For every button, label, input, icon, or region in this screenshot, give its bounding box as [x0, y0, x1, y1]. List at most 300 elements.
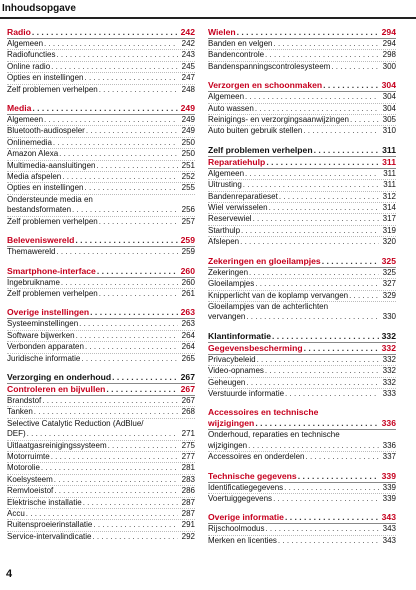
toc-entry-page: 277 [181, 451, 195, 461]
dot-leader [304, 343, 379, 354]
toc-entry[interactable] [7, 161, 195, 172]
section-title-label: Smartphone-interface [7, 265, 96, 276]
dot-leader [44, 115, 178, 125]
toc-entry-page: 256 [181, 205, 195, 215]
toc-entry-page: 264 [181, 330, 195, 340]
section-heading [7, 384, 195, 396]
toc-entry-page: 263 [181, 319, 195, 329]
toc-entry[interactable] [208, 237, 396, 247]
toc-entry-page: 312 [382, 191, 396, 201]
toc-entry[interactable] [208, 203, 396, 214]
toc-entry-label: Identificatiegegevens [208, 482, 284, 492]
toc-entry[interactable] [208, 366, 396, 377]
toc-section [7, 307, 195, 364]
section-heading [208, 80, 396, 92]
section-title-label: Klantinformatie [208, 330, 272, 341]
toc-entry[interactable] [7, 138, 195, 149]
toc-entry-label: Accu [7, 509, 25, 518]
toc-entry-page: 251 [181, 160, 195, 170]
dot-leader [85, 183, 179, 193]
toc-entry[interactable] [7, 289, 195, 299]
toc-entry-label: Privacybeleid [208, 354, 256, 364]
toc-entry[interactable] [7, 183, 195, 194]
toc-entry-label: Rijschoolmodus [208, 524, 265, 534]
toc-entry-label: Zekeringen [208, 267, 249, 277]
toc-entry[interactable] [208, 50, 396, 61]
dot-leader [314, 145, 379, 156]
toc-entry-label: Auto buiten gebruik stellen [208, 126, 303, 136]
dot-leader [97, 161, 179, 171]
toc-entry[interactable] [7, 429, 195, 440]
toc-entry[interactable] [7, 532, 195, 542]
toc-entry[interactable] [208, 279, 396, 290]
toc-entry-label: Koelsysteem [7, 474, 53, 484]
dot-leader [255, 418, 379, 429]
toc-entry-page: 292 [181, 531, 195, 541]
header-divider [0, 17, 416, 19]
toc-entry-label: Remvloeistof [7, 486, 54, 496]
toc-entry-page: 343 [382, 524, 396, 534]
toc-entry[interactable] [208, 536, 396, 546]
dot-leader [237, 27, 379, 38]
section-heading [7, 307, 195, 319]
toc-entry-page: 242 [181, 39, 195, 48]
dot-leader [106, 384, 178, 395]
toc-entry[interactable] [7, 331, 195, 342]
section-heading [208, 512, 396, 524]
toc-entry-label: Ingebruikname [7, 277, 60, 287]
toc-entry-label: Voertuiggegevens [208, 493, 273, 503]
section-title[interactable] [208, 407, 396, 418]
dot-leader [81, 354, 178, 364]
toc-entry-page: 320 [382, 237, 396, 247]
dot-leader [85, 73, 179, 83]
toc-section [208, 331, 396, 343]
section-title-label: Verzorgen en schoonmaken [208, 80, 323, 91]
dot-leader [99, 217, 178, 227]
section-heading [7, 27, 195, 39]
toc-entry-label: vervangen [208, 312, 246, 322]
dot-leader [61, 278, 178, 288]
toc-entry[interactable] [7, 407, 195, 418]
toc-entry[interactable] [208, 39, 396, 50]
section-title-page: 332 [381, 330, 396, 341]
dot-leader [72, 205, 178, 215]
toc-entry-label: Motorolie [7, 463, 40, 473]
toc-entry[interactable] [208, 312, 396, 322]
toc-section [208, 27, 396, 72]
section-heading [7, 235, 195, 247]
toc-column-left [7, 27, 195, 550]
toc-entry[interactable] [7, 452, 195, 463]
toc-entry-page: 268 [181, 407, 195, 417]
dot-leader [112, 372, 178, 383]
toc-entry[interactable] [7, 319, 195, 330]
dot-leader [303, 126, 379, 136]
toc-entry-page: 267 [181, 395, 195, 405]
toc-entry[interactable] [208, 389, 396, 399]
toc-entry-label: Selective Catalytic Reduction (AdBlue/ [7, 418, 144, 428]
toc-section [7, 266, 195, 300]
section-title-label: Overige instellingen [7, 307, 90, 318]
section-title[interactable] [208, 331, 396, 342]
toc-entry[interactable] [208, 115, 396, 126]
toc-section [7, 372, 195, 384]
toc-entry-page: 281 [181, 463, 195, 473]
toc-entry-page: 255 [181, 183, 195, 193]
toc-entry[interactable] [208, 355, 396, 366]
toc-entry[interactable] [7, 354, 195, 364]
toc-entry[interactable] [208, 268, 396, 279]
dot-leader [83, 498, 178, 508]
toc-entry-label: Amazon Alexa [7, 149, 59, 159]
dot-leader [255, 104, 379, 114]
toc-entry[interactable] [208, 494, 396, 504]
dot-leader [26, 509, 178, 519]
section-title-page: 267 [180, 371, 195, 382]
toc-entry[interactable] [208, 62, 396, 72]
dot-leader [27, 429, 178, 439]
section-title-label: Overige informatie [208, 512, 284, 523]
section-title-page: 311 [382, 156, 396, 167]
dot-leader [322, 256, 379, 267]
toc-entry-label: Bandenspanningscontrolesysteem [208, 61, 331, 71]
section-title-label: Verzorging en onderhoud [7, 371, 112, 382]
toc-entry-label: Ondersteunde media en [7, 194, 93, 204]
dot-leader [246, 378, 379, 388]
section-title[interactable] [208, 343, 396, 354]
toc-section [208, 80, 396, 137]
toc-section [208, 512, 396, 546]
dot-leader [266, 157, 379, 168]
toc-entry-page: 275 [181, 440, 195, 450]
toc-entry[interactable] [208, 524, 396, 535]
dot-leader [42, 396, 178, 406]
toc-entry-page: 249 [181, 115, 195, 125]
toc-entry-page: 260 [181, 277, 195, 287]
dot-leader [350, 115, 379, 125]
section-title[interactable] [208, 27, 396, 38]
toc-entry[interactable] [7, 50, 195, 61]
toc-entry[interactable] [7, 342, 195, 353]
dot-leader [56, 247, 178, 257]
section-title-page: 325 [381, 255, 396, 266]
dot-leader [272, 331, 379, 342]
section-title[interactable] [7, 372, 195, 383]
section-title[interactable] [7, 235, 195, 246]
toc-entry[interactable] [208, 452, 396, 462]
toc-entry-label: Starthulp [208, 225, 241, 235]
section-title-label: Media [7, 103, 32, 114]
section-title-cont-label: wijzigingen [208, 418, 255, 429]
toc-entry[interactable] [7, 278, 195, 289]
toc-entry-page: 248 [181, 84, 195, 94]
dot-leader [279, 192, 379, 202]
section-heading [208, 407, 396, 430]
section-title[interactable] [208, 145, 396, 156]
dot-leader [285, 389, 379, 399]
toc-entry[interactable] [208, 483, 396, 494]
toc-entry-page: 283 [181, 474, 195, 484]
toc-entry-page: 311 [383, 180, 396, 190]
toc-section [7, 27, 195, 95]
toc-entry-label: Bluetooth-audiospeler [7, 126, 85, 136]
toc-entry[interactable] [7, 520, 195, 531]
toc-entry[interactable] [208, 92, 396, 103]
toc-entry-page: 250 [181, 149, 195, 159]
dot-leader [246, 312, 379, 322]
toc-entry-label: Zelf problemen verhelpen [7, 216, 98, 226]
toc-entry-label: Multimedia-aansluitingen [7, 160, 96, 170]
toc-entry-label: Algemeen [208, 168, 245, 178]
dot-leader [349, 291, 379, 301]
dot-leader [97, 266, 178, 277]
section-title-page: 267 [180, 383, 195, 394]
toc-entry-label: Zelf problemen verhelpen [7, 84, 98, 94]
toc-entry[interactable] [7, 73, 195, 84]
toc-section [208, 343, 396, 400]
section-title-page: 304 [381, 80, 396, 91]
toc-entry-page: 243 [181, 50, 195, 60]
toc-entry[interactable] [208, 214, 396, 225]
toc-entry-page: 250 [181, 137, 195, 147]
toc-entry-page: 287 [181, 509, 195, 518]
toc-entry-label: Video-opnames [208, 366, 264, 376]
dot-leader [265, 524, 379, 534]
toc-entry-page: 317 [382, 214, 396, 224]
toc-entry[interactable] [208, 302, 396, 312]
toc-section [208, 256, 396, 323]
section-title-page: 311 [382, 144, 396, 155]
toc-section [208, 157, 396, 248]
dot-leader [269, 203, 379, 213]
toc-entry[interactable] [7, 463, 195, 474]
toc-entry-label: Bandenreparatieset [208, 191, 278, 201]
toc-entry-page: 300 [382, 61, 396, 71]
toc-entry-label: Accessoires en onderdelen [208, 452, 305, 462]
toc-entry-page: 245 [181, 61, 195, 71]
toc-entry-label: Software bijwerken [7, 330, 75, 340]
dot-leader [85, 342, 178, 352]
toc-entry-label: Algemeen [7, 39, 44, 48]
dot-leader [56, 50, 178, 60]
toc-entry[interactable] [208, 169, 396, 180]
dot-leader [44, 39, 178, 49]
dot-leader [253, 214, 379, 224]
toc-entry-label: Uitlaatgasreinigingssysteem [7, 440, 107, 450]
dot-leader [32, 103, 178, 114]
section-title[interactable] [7, 384, 195, 395]
dot-leader [257, 355, 379, 365]
toc-entry-label: Reservewiel [208, 214, 252, 224]
dot-leader [265, 366, 379, 376]
toc-entry[interactable] [7, 509, 195, 520]
dot-leader [53, 138, 178, 148]
section-title[interactable] [7, 266, 195, 277]
toc-entry[interactable] [208, 180, 396, 191]
section-title-cont[interactable] [208, 418, 396, 429]
toc-entry[interactable] [7, 419, 195, 429]
toc-section [7, 103, 195, 227]
section-heading [7, 372, 195, 384]
toc-entry[interactable] [208, 378, 396, 389]
toc-entry-label: Onderhoud, reparaties en technische [208, 430, 340, 440]
toc-entry-label: Zelf problemen verhelpen [7, 288, 98, 298]
toc-entry[interactable] [7, 217, 195, 227]
dot-leader [62, 172, 178, 182]
toc-entry[interactable] [7, 498, 195, 509]
toc-entry-page: 287 [181, 497, 195, 507]
toc-entry[interactable] [7, 441, 195, 452]
toc-entry[interactable] [7, 247, 195, 257]
section-title[interactable] [208, 256, 396, 267]
toc-entry[interactable] [208, 192, 396, 203]
toc-entry-page: 298 [382, 50, 396, 60]
section-title-label: Technische gegevens [208, 470, 297, 481]
toc-entry-label: Gloeilampjes [208, 279, 255, 289]
section-title[interactable] [7, 103, 195, 114]
toc-entry[interactable] [7, 115, 195, 126]
section-heading [208, 256, 396, 268]
section-title-page: 259 [180, 235, 195, 246]
toc-entry-label: Bandencontrole [208, 50, 265, 60]
section-title-page: 263 [180, 307, 195, 318]
toc-entry-label: Knipperlicht van de koplamp vervangen [208, 290, 349, 300]
toc-entry-label: Themawereld [7, 247, 56, 257]
dot-leader [255, 279, 379, 289]
toc-entry[interactable] [208, 441, 396, 452]
section-title-label: Reparatiehulp [208, 156, 266, 167]
toc-section [7, 235, 195, 257]
toc-entry[interactable] [7, 486, 195, 497]
section-title-cont-page: 336 [381, 418, 396, 429]
toc-entry-page: 314 [382, 203, 396, 213]
toc-entry-page: 252 [181, 172, 195, 182]
toc-entry[interactable] [7, 149, 195, 160]
toc-entry[interactable] [7, 195, 195, 205]
toc-entry[interactable] [7, 62, 195, 73]
dot-leader [248, 441, 379, 451]
toc-entry-label: Algemeen [208, 92, 245, 102]
toc-entry[interactable] [208, 430, 396, 440]
dot-leader [76, 331, 178, 341]
toc-entry-page: 286 [181, 486, 195, 496]
dot-leader [90, 307, 178, 318]
section-title[interactable] [208, 471, 396, 482]
section-title-label: Wielen [208, 27, 236, 37]
toc-entry-page: 339 [382, 482, 396, 492]
toc-entry-label: Motorruimte [7, 451, 50, 461]
dot-leader [99, 289, 178, 299]
toc-entry-label: Verbonden apparaten [7, 342, 84, 352]
toc-entry[interactable] [7, 126, 195, 137]
toc-entry[interactable] [208, 104, 396, 115]
toc-entry-label: DEF) [7, 429, 26, 439]
toc-entry-page: 329 [382, 290, 396, 300]
dot-leader [54, 475, 178, 485]
section-heading [208, 157, 396, 169]
dot-leader [298, 471, 379, 482]
section-title-page: 260 [180, 265, 195, 276]
toc-entry-page: 332 [382, 366, 396, 376]
section-heading [208, 27, 396, 39]
toc-entry[interactable] [7, 205, 195, 216]
toc-entry[interactable] [7, 172, 195, 183]
dot-leader [34, 407, 178, 417]
section-heading [208, 331, 396, 343]
dot-leader [274, 39, 380, 49]
dot-leader [331, 62, 379, 72]
section-title-page: 249 [180, 103, 195, 114]
section-heading [7, 266, 195, 278]
dot-leader [241, 226, 379, 236]
section-title-label: Zelf problemen verhelpen [208, 144, 313, 155]
toc-entry-page: 332 [382, 377, 396, 387]
section-heading [7, 103, 195, 115]
toc-entry-label: Afslepen [208, 237, 240, 247]
toc-entry-label: Uitrusting [208, 180, 242, 190]
toc-entry-label: Juridische informatie [7, 353, 81, 363]
dot-leader [92, 532, 178, 542]
dot-leader [240, 237, 379, 247]
toc-section [7, 384, 195, 542]
section-title[interactable] [7, 307, 195, 318]
dot-leader [93, 520, 178, 530]
toc-entry-label: Opties en instellingen [7, 183, 84, 193]
toc-entry-label: Algemeen [7, 115, 44, 125]
section-title[interactable] [208, 157, 396, 168]
section-title-page: 332 [381, 342, 396, 353]
toc-entry-page: 339 [382, 493, 396, 503]
toc-entry-page: 310 [382, 126, 396, 136]
dot-leader [278, 536, 379, 546]
toc-entry[interactable] [208, 226, 396, 237]
toc-entry-label: wijzigingen [208, 440, 248, 450]
dot-leader [245, 169, 379, 179]
toc-entry-label: Banden en velgen [208, 39, 273, 48]
toc-entry-page: 311 [383, 168, 396, 178]
page-header [0, 0, 416, 20]
toc-entry[interactable] [208, 126, 396, 136]
toc-entry[interactable] [7, 475, 195, 486]
toc-entry-label: Elektrische installatie [7, 497, 82, 507]
dot-leader [32, 27, 178, 38]
section-title-page: 343 [381, 512, 396, 523]
toc-entry[interactable] [208, 291, 396, 302]
section-heading [208, 343, 396, 355]
toc-entry-label: Opties en instellingen [7, 73, 84, 83]
toc-entry[interactable] [7, 85, 195, 95]
toc-entry[interactable] [7, 396, 195, 407]
section-title[interactable] [7, 27, 195, 38]
dot-leader [86, 126, 178, 136]
toc-entry-page: 294 [382, 39, 396, 48]
section-title-page: 294 [381, 27, 396, 37]
toc-entry-page: 336 [382, 440, 396, 450]
toc-entry[interactable] [7, 39, 195, 50]
toc-entry-page: 257 [181, 216, 195, 226]
dot-leader [249, 268, 379, 278]
toc-entry-page: 304 [382, 103, 396, 113]
page-number: 4 [6, 568, 13, 580]
dot-leader [323, 80, 379, 91]
section-heading [208, 145, 396, 157]
section-title[interactable] [208, 512, 396, 523]
section-title-label: Controleren en bijvullen [7, 383, 106, 394]
dot-leader [306, 452, 379, 462]
toc-entry-page: 343 [382, 535, 396, 545]
section-title[interactable] [208, 80, 396, 91]
